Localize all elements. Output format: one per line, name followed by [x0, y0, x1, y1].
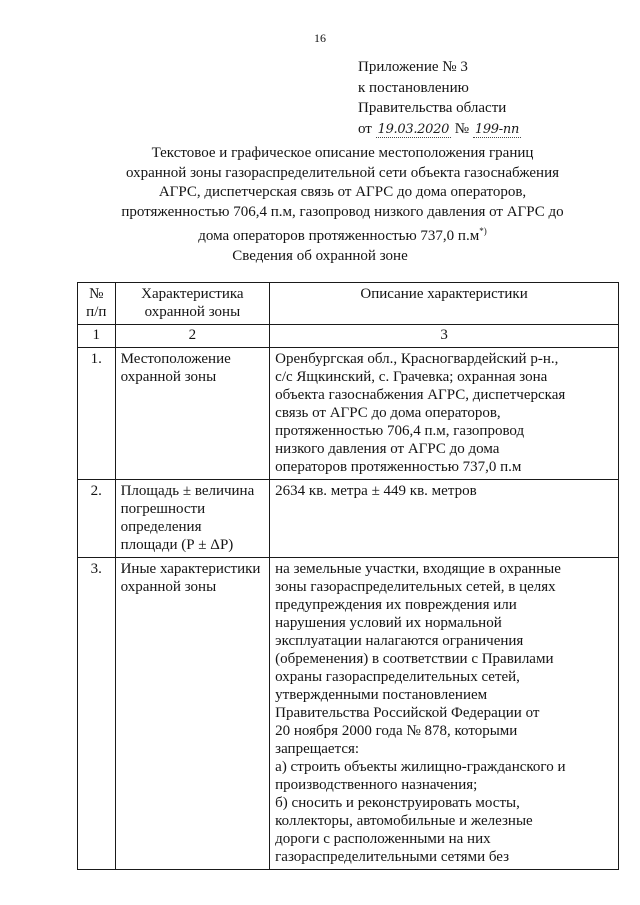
cell-line: на земельные участки, входящие в охранные	[275, 561, 561, 577]
cell-line: с/с Ящкинский, с. Грачевка; охранная зона	[275, 369, 548, 385]
cell-line: производственного назначения;	[275, 777, 478, 793]
row-number: 1.	[78, 348, 116, 480]
cell-line: операторов протяженностью 737,0 п.м	[275, 459, 522, 475]
header-line: Описание характеристики	[360, 286, 528, 302]
cell-line: охранной зоны	[120, 579, 217, 595]
table-row	[78, 480, 619, 558]
title-line: АГРС, диспетчерская связь от АГРС до дома операторов,	[158, 184, 527, 200]
cell-line: Площадь ± величина	[120, 483, 255, 499]
cell-line: а) строить объекты жилищно-гражданского и	[275, 759, 566, 775]
description-cell	[270, 348, 619, 480]
document-title	[70, 144, 615, 247]
cell-line: зоны газораспределительных сетей, в целях	[275, 579, 556, 595]
table-body	[78, 348, 619, 870]
cell-line: охраны газораспределительных сетей,	[275, 669, 520, 685]
characteristic-cell	[115, 348, 270, 480]
cell-line: эксплуатации налагаются ограничения	[275, 633, 524, 649]
page-number: 16	[314, 31, 326, 45]
column-index: 3	[270, 325, 619, 348]
table-row	[78, 558, 619, 870]
cell-line: объекта газоснабжения АГРС, диспетчерская	[275, 387, 566, 403]
cell-line: 2634 кв. метра ± 449 кв. метров	[275, 483, 477, 499]
cell-line: низкого давления от АГРС до дома	[275, 441, 500, 457]
cell-line: утвержденными постановлением	[275, 687, 488, 703]
appendix-reference: к постановлению	[358, 79, 469, 96]
description-cell	[270, 558, 619, 870]
appendix-authority: Правительства области	[358, 100, 507, 116]
header-characteristic	[115, 283, 270, 325]
column-index-row	[78, 325, 619, 348]
title-line: протяженностью 706,4 п.м, газопровод низкого давления от АГРС до	[121, 203, 564, 220]
cell-line: площади (Р ± ΔР)	[120, 537, 234, 553]
characteristic-cell	[115, 480, 270, 558]
cell-line: 20 ноября 2000 года № 878, которыми	[275, 723, 518, 739]
description-cell	[270, 480, 619, 558]
row-number: 3.	[78, 558, 116, 870]
cell-line: б) сносить и реконструировать мосты,	[275, 795, 520, 811]
protection-zone-table	[77, 282, 619, 870]
table-header-row	[78, 283, 619, 325]
title-line	[70, 222, 615, 247]
header-description	[270, 283, 619, 325]
cell-line: определения	[120, 519, 202, 535]
section-title: Сведения об охранной зоне	[232, 248, 408, 264]
cell-line: связь от АГРС до дома операторов,	[275, 405, 501, 421]
header-line: №	[89, 286, 104, 302]
column-index: 2	[115, 325, 270, 348]
cell-line: Правительства Российской Федерации от	[275, 705, 540, 721]
cell-line: коллекторы, автомобильные и железные	[275, 813, 533, 829]
characteristic-cell	[115, 558, 270, 870]
column-index: 1	[78, 325, 116, 348]
title-line: охранной зоны газораспределительной сети объекта газоснабжения	[125, 164, 560, 181]
cell-line: Местоположение	[120, 351, 231, 367]
title-line: Текстовое и графическое описание местоположения границ	[151, 145, 534, 161]
cell-line: нарушения условий их нормальной	[275, 615, 502, 631]
appendix-title: Приложение № 3	[358, 59, 468, 75]
header-line: п/п	[86, 304, 107, 320]
appendix-block	[358, 57, 521, 139]
appendix-date-line	[358, 119, 521, 140]
table-row	[78, 348, 619, 480]
cell-line: газораспределительными сетями без	[275, 849, 510, 865]
header-line: Характеристика	[141, 286, 244, 302]
cell-line: предупреждения их повреждения или	[275, 597, 517, 613]
cell-line: погрешности	[120, 501, 206, 517]
cell-line: (обременения) в соответствии с Правилами	[275, 651, 554, 667]
cell-line: запрещается:	[275, 741, 360, 757]
handwritten-number: 199-пп	[474, 121, 520, 137]
number-sign: №	[454, 120, 470, 137]
footnote-mark: *)	[479, 226, 487, 236]
date-prefix: от	[358, 120, 372, 137]
handwritten-date: 19.03.2020	[377, 121, 450, 137]
title-line-text: дома операторов протяженностью 737,0 п.м	[198, 228, 480, 244]
cell-line: дороги с расположенными на них	[275, 831, 491, 847]
cell-line: Оренбургская обл., Красногвардейский р-н.,	[275, 351, 559, 367]
cell-line: протяженностью 706,4 п.м, газопровод	[275, 423, 525, 439]
row-number: 2.	[78, 480, 116, 558]
header-number	[78, 283, 116, 325]
header-line: охранной зоны	[144, 304, 241, 320]
cell-line: охранной зоны	[120, 369, 217, 385]
cell-line: Иные характеристики	[120, 561, 261, 577]
